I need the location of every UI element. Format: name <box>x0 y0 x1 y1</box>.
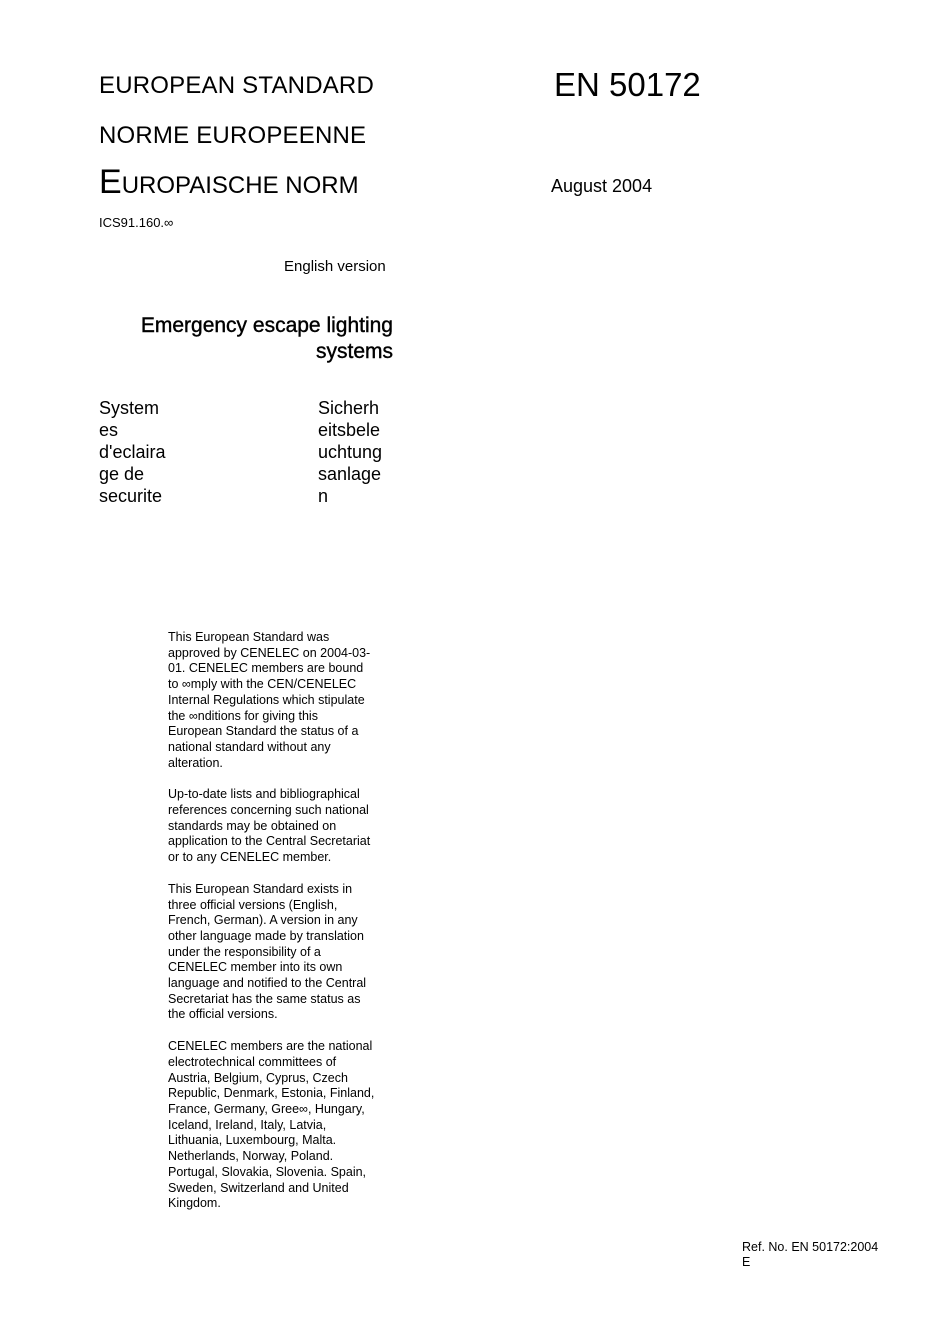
reference-number: Ref. No. EN 50172:2004 E <box>742 1240 879 1269</box>
title-german-initial: E <box>99 163 122 201</box>
body-text <box>168 630 396 1228</box>
paragraph-references: Up-to-date lists and bibliographical references concerning such national standards may be obtained on application to the Central Secretariat or to any CENELEC member. <box>168 787 371 865</box>
title-german-rest: UROPAISCHE NORM <box>121 172 359 199</box>
subtitle-french: System es d'eclaira ge de securite <box>99 398 166 506</box>
title-english: EUROPEAN STANDARD <box>99 72 374 99</box>
document-number: EN 50172 <box>554 66 701 103</box>
subtitle-german: Sicherh eitsbele uchtung sanlage n <box>318 398 383 506</box>
title-french: NORME EUROPEENNE <box>99 122 367 149</box>
main-title: Emergency escape lighting systems <box>140 314 393 363</box>
ics-code: ICS91.160.∞ <box>99 215 174 230</box>
title-german <box>99 163 359 202</box>
paragraph-members: CENELEC members are the national electrotechnical committees of Austria, Belgium, Cyprus, Czech Republic, Denmark, Estonia, Finland, France, Germany, Gree∞, Hungary, Iceland, Ireland, Italy, Latvia, Lithuania, Luxembourg, Malta. Netherlands, Norway, Poland. Portugal, Slovakia, Slovenia. Spain, Sweden, Switzerland and United Kingdom. <box>168 1039 375 1211</box>
language-version: English version <box>284 258 386 275</box>
paragraph-approval: This European Standard was approved by CENELEC on 2004-03- 01. CENELEC members are bound to ∞mply with the CEN/CENELEC Internal Regulations which stipulate the ∞nditions for giving this European Standard the status of a national standard without any alteration. <box>168 630 371 770</box>
document-date: August 2004 <box>551 176 653 196</box>
paragraph-versions: This European Standard exists in three official versions (English, French, German). A version in any other language made by translation under the responsibility of a CENELEC member into its own language and notified to the Central Secretariat has the same status as the official versions. <box>168 881 367 1022</box>
